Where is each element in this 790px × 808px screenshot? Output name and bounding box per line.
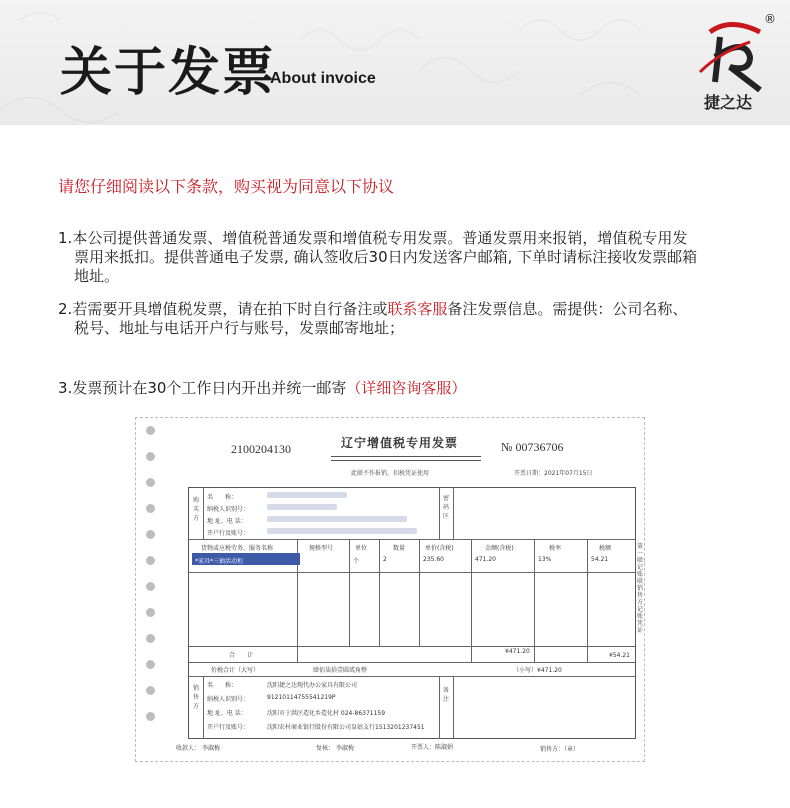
item-tax: 54.21: [591, 556, 609, 563]
total-tax: ¥54.21: [609, 652, 630, 659]
seller-tax-label: 纳税人识别号：: [207, 696, 250, 703]
page-title: 关于发票: [60, 43, 277, 103]
col-header: 税额: [599, 545, 612, 552]
page-subtitle: About invoice: [270, 70, 376, 87]
brand-name: 捷之达: [704, 93, 753, 112]
col-header: 数量: [393, 545, 406, 552]
title-underline: [331, 456, 481, 461]
seller-seal: 销售方：（章）: [540, 746, 580, 753]
term-text: 票用来抵扣。提供普通电子发票, 确认签收后30日内发送客户邮箱, 下单时请标注接收发票邮箱: [74, 248, 698, 266]
item-price: 235.60: [423, 556, 444, 563]
invoice-date: 开票日期：2021年07月15日: [514, 470, 593, 477]
col-header: 货物或应税劳务、服务名称: [201, 545, 274, 552]
seller-bank-label: 开户行及账号：: [207, 724, 250, 731]
drawer: 开票人：陈淑娟: [411, 744, 454, 751]
seller-name-label: 名 称：: [207, 682, 238, 689]
term-number: 3.: [58, 379, 73, 397]
seller-tax: 91210114755541219P: [267, 694, 336, 701]
invoice-sample: [135, 417, 650, 762]
redacted-field: [267, 492, 347, 498]
term-text: 发票预计在30个工作日内开出并统一邮寄: [72, 379, 347, 397]
reviewer: 复核： 李淑梅: [316, 745, 354, 752]
seller-side-label: 销售方: [193, 685, 200, 710]
sum-words: 肆佰柒拾壹圆贰角整: [313, 667, 368, 674]
remark-label: 备注: [443, 687, 450, 703]
col-header: 税率: [549, 545, 562, 552]
invoice-title: 辽宁增值税专用发票: [341, 436, 459, 450]
term-item-3: [58, 379, 738, 398]
total-amount: ¥471.20: [505, 648, 530, 655]
term-text: 若需要开具增值税发票，请在拍下时自行备注或: [72, 300, 388, 318]
agreement-notice: 请您仔细阅读以下条款，购买视为同意以下协议: [58, 177, 395, 196]
redacted-field: [267, 504, 337, 510]
consult-service-link[interactable]: （详细咨询客服）: [346, 379, 467, 397]
buyer-addr-label: 地 址、电 话：: [207, 518, 247, 525]
buyer-tax-label: 纳税人识别号：: [207, 506, 250, 513]
registered-mark: ®: [764, 12, 776, 26]
col-header: 规格型号: [309, 545, 334, 552]
copy-label: 第一联：记账联 销售方记账凭证: [637, 543, 650, 634]
term-item-1: [58, 229, 738, 286]
buyer-side-label: 购买方: [193, 497, 200, 522]
redacted-field: [267, 528, 417, 534]
item-tax-rate: 13%: [538, 556, 552, 563]
sum-label: 价税合计（大写）: [211, 667, 260, 674]
cipher-area-label: 密码区: [443, 495, 450, 520]
term-item-2: [58, 300, 738, 338]
header-banner: [0, 0, 790, 125]
term-text: 备注发票信息。需提供：公司名称、: [447, 300, 688, 318]
tractor-holes: [146, 426, 160, 738]
seller-bank: 沈阳农村商业银行股份有限公司皇姑支行1513201237451: [267, 724, 425, 731]
item-qty: 2: [383, 556, 387, 563]
col-header: 单价(含税): [425, 545, 454, 552]
sum-small: （小写）¥471.20: [513, 667, 562, 674]
invoice-number: № 00736706: [501, 440, 564, 454]
term-number: 2.: [58, 300, 73, 318]
invoice-grid: [188, 487, 636, 739]
term-text: 本公司提供普通发票、增值税普通发票和增值税专用发票。普通发票用来报销，增值税专用发: [72, 229, 688, 247]
redacted-field: [267, 516, 407, 522]
buyer-bank-label: 开户行及账号：: [207, 530, 250, 537]
payee: 收款人： 李淑梅: [176, 745, 220, 752]
term-text: 地址。: [74, 267, 120, 285]
col-header: 单位: [355, 545, 368, 552]
term-text: 税号、地址与电话开户行与账号，发票邮寄地址；: [74, 319, 405, 337]
item-amount: 471.20: [475, 556, 496, 563]
item-name: *家具*三抽活动柜: [195, 558, 244, 565]
col-header: 金额(含税): [485, 545, 514, 552]
total-label: 合 计: [229, 652, 254, 659]
invoice-caption: 此联不作报销、扣税凭证使用: [351, 470, 430, 477]
seller-name: 沈阳捷之达现代办公家具有限公司: [267, 682, 358, 689]
item-unit: 个: [353, 558, 360, 565]
term-number: 1.: [58, 229, 73, 247]
buyer-name-label: 名 称：: [207, 494, 238, 501]
contact-service-link[interactable]: 联系客服: [387, 300, 448, 318]
seller-addr-label: 地 址、电 话：: [207, 710, 247, 717]
invoice-code: 2100204130: [231, 442, 291, 456]
seller-addr: 沈阳市于洪区造化乡造化村 024-86371159: [267, 710, 386, 717]
